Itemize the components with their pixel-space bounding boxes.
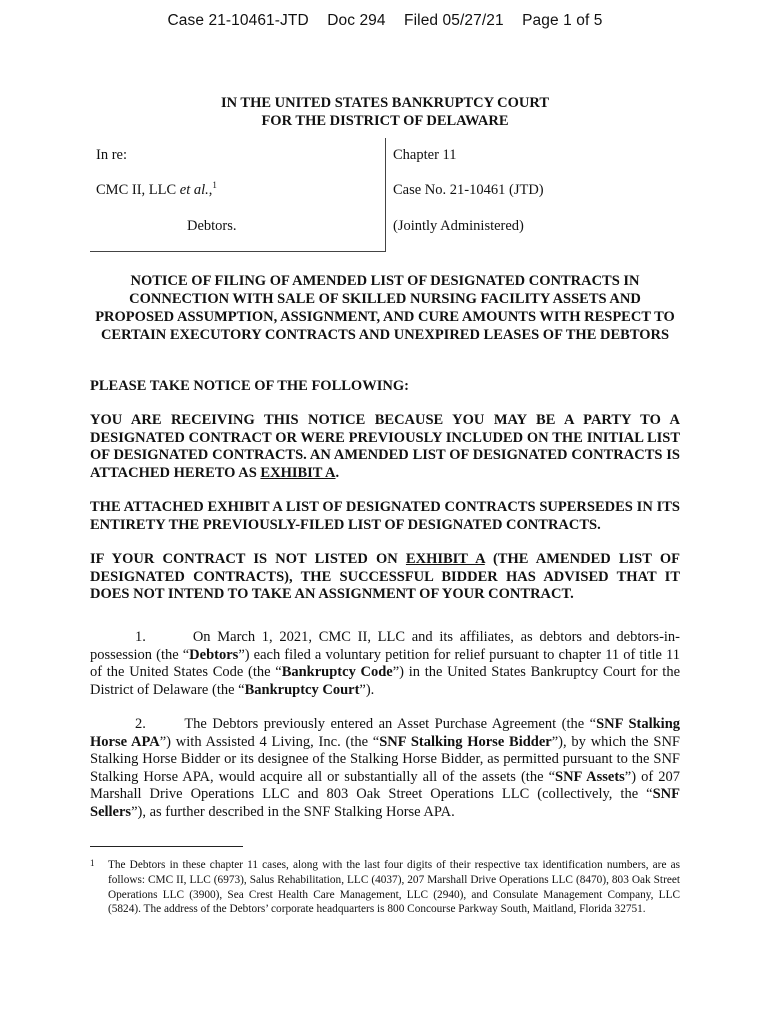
footnote-divider (90, 846, 243, 847)
paragraph-2-text-a: The Debtors previously entered an Asset Purchase Agreement (the “ (184, 716, 597, 732)
notice-not-listed-paragraph (90, 551, 680, 604)
defined-term-snf-apa: SNF Stalking Horse APA (90, 716, 681, 750)
court-district-line: FOR THE DISTRICT OF DELAWARE (261, 113, 509, 129)
footnote-number: 1 (90, 858, 95, 868)
paragraph-2-text-d: ”) of 207 Marshall Drive Operations LLC and 803 Oak Street Operations LLC (collectively, the “ (90, 768, 680, 802)
paragraph-2-text-b: ”) with Assisted 4 Living, Inc. (the “ (159, 733, 380, 750)
court-heading (0, 94, 770, 130)
notice-receiving-text: YOU ARE RECEIVING THIS NOTICE BECAUSE YOU MAY BE A PARTY TO A DESIGNATED CONTRACT OR WERE PREVIOUSLY INCLUDED ON THE INITIAL LIST OF DESIGNATED CONTRACTS. AN AMENDED LIST OF DESIGNATED CONTRACTS IS ATTACHED HERETO AS (90, 412, 680, 481)
ecf-case-number: Case 21-10461-JTD (167, 12, 309, 29)
ecf-header-stamp (0, 12, 770, 30)
paragraph-1-text-c: ”) in the United States Bankruptcy Court for the District of Delaware (the “ (90, 664, 680, 698)
paragraph-2 (90, 716, 680, 821)
exhibit-a-reference: EXHIBIT A (260, 464, 336, 481)
paragraph-1-text-d: ”). (359, 681, 375, 698)
notice-title: NOTICE OF FILING OF AMENDED LIST OF DESIGNATED CONTRACTS IN CONNECTION WITH SALE OF SKILLED NURSING FACILITY ASSETS AND PROPOSED ASSUMPTION, ASSIGNMENT, AND CURE AMOUNTS WITH RESPECT TO CERTAIN EXECUTORY CONTRACTS AND UNEXPIRED LEASES OF THE DEBTORS (95, 273, 675, 343)
notice-not-listed-pre: IF YOUR CONTRACT IS NOT LISTED ON (90, 551, 406, 567)
footnote-ref-1: 1 (212, 180, 217, 191)
caption-chapter: Chapter 11 (393, 147, 457, 163)
notice-not-listed-post: (THE AMENDED LIST OF DESIGNATED CONTRACTS), THE SUCCESSFUL BIDDER HAS ADVISED THAT IT DOES NOT INTEND TO TAKE AN ASSIGNMENT OF YOUR CONTRACT. (90, 551, 680, 602)
notice-receiving-end: . (335, 464, 340, 481)
caption-jointly-administered: (Jointly Administered) (393, 218, 524, 234)
paragraph-2-number: 2. (135, 716, 146, 732)
defined-term-snf-bidder: SNF Stalking Horse Bidder (379, 733, 552, 750)
caption-debtor-name (96, 182, 217, 199)
paragraph-2-text-e: ”), as further described in the SNF Stalking Horse APA. (131, 803, 455, 820)
caption-left-box (90, 138, 386, 252)
ecf-doc-number: Doc 294 (327, 12, 386, 29)
notice-receiving-paragraph (90, 412, 680, 482)
caption-debtors-label: Debtors. (187, 218, 237, 234)
exhibit-a-reference-2: EXHIBIT A (405, 551, 485, 567)
ecf-filed-date: Filed 05/27/21 (404, 12, 504, 29)
defined-term-bankruptcy-code: Bankruptcy Code (281, 664, 393, 680)
paragraph-1-text-b: ”) each filed a voluntary petition for relief pursuant to chapter 11 of title 11 of the United States Code (the “ (90, 646, 680, 680)
ecf-page-count: Page 1 of 5 (522, 12, 603, 29)
paragraph-1-text-a: On March 1, 2021, CMC II, LLC and its affiliates, as debtors and debtors-in-possession (the “ (90, 629, 681, 663)
paragraph-1 (90, 629, 680, 699)
defined-term-bankruptcy-court: Bankruptcy Court (244, 681, 360, 698)
et-al-text: et al. (179, 182, 209, 198)
defined-term-debtors: Debtors (189, 646, 239, 663)
footnote-text: The Debtors in these chapter 11 cases, along with the last four digits of their respective tax identification numbers, are as follows: CMC II, LLC (6973), Salus Rehabilitation, LLC (4037), 207 Marshall Drive Operations LLC (8470), 803 Oak Street Operations LLC (3900), Sea Crest Health Care Management, LLC (2940), and Consulate Management Company, LLC (5824). The address of the Debtors’ corporate headquarters is 800 Concourse Parkway South, Maitland, Florida 32751. (108, 859, 680, 916)
footnote-1 (90, 858, 680, 917)
caption-case-number: Case No. 21-10461 (JTD) (393, 182, 544, 198)
paragraph-1-number: 1. (135, 629, 146, 645)
defined-term-snf-assets: SNF Assets (555, 768, 625, 785)
et-al-suffix: , (208, 182, 213, 198)
paragraph-2-text-c: ”), by which the SNF Stalking Horse Bidder or its designee of the Stalking Horse Bidder, as permitted pursuant to the SNF Stalking Horse APA, would acquire all or substantially all of the assets (the “ (90, 733, 680, 785)
debtor-name-text: CMC II, LLC (96, 182, 180, 198)
defined-term-snf-sellers: SNF Sellers (90, 786, 680, 820)
notice-supersedes-paragraph: THE ATTACHED EXHIBIT A LIST OF DESIGNATED CONTRACTS SUPERSEDES IN ITS ENTIRETY THE PREVIOUSLY-FILED LIST OF DESIGNATED CONTRACTS. (90, 499, 680, 533)
please-take-notice: PLEASE TAKE NOTICE OF THE FOLLOWING: (90, 378, 409, 394)
court-name-line: IN THE UNITED STATES BANKRUPTCY COURT (220, 95, 550, 111)
caption-in-re: In re: (96, 147, 127, 163)
